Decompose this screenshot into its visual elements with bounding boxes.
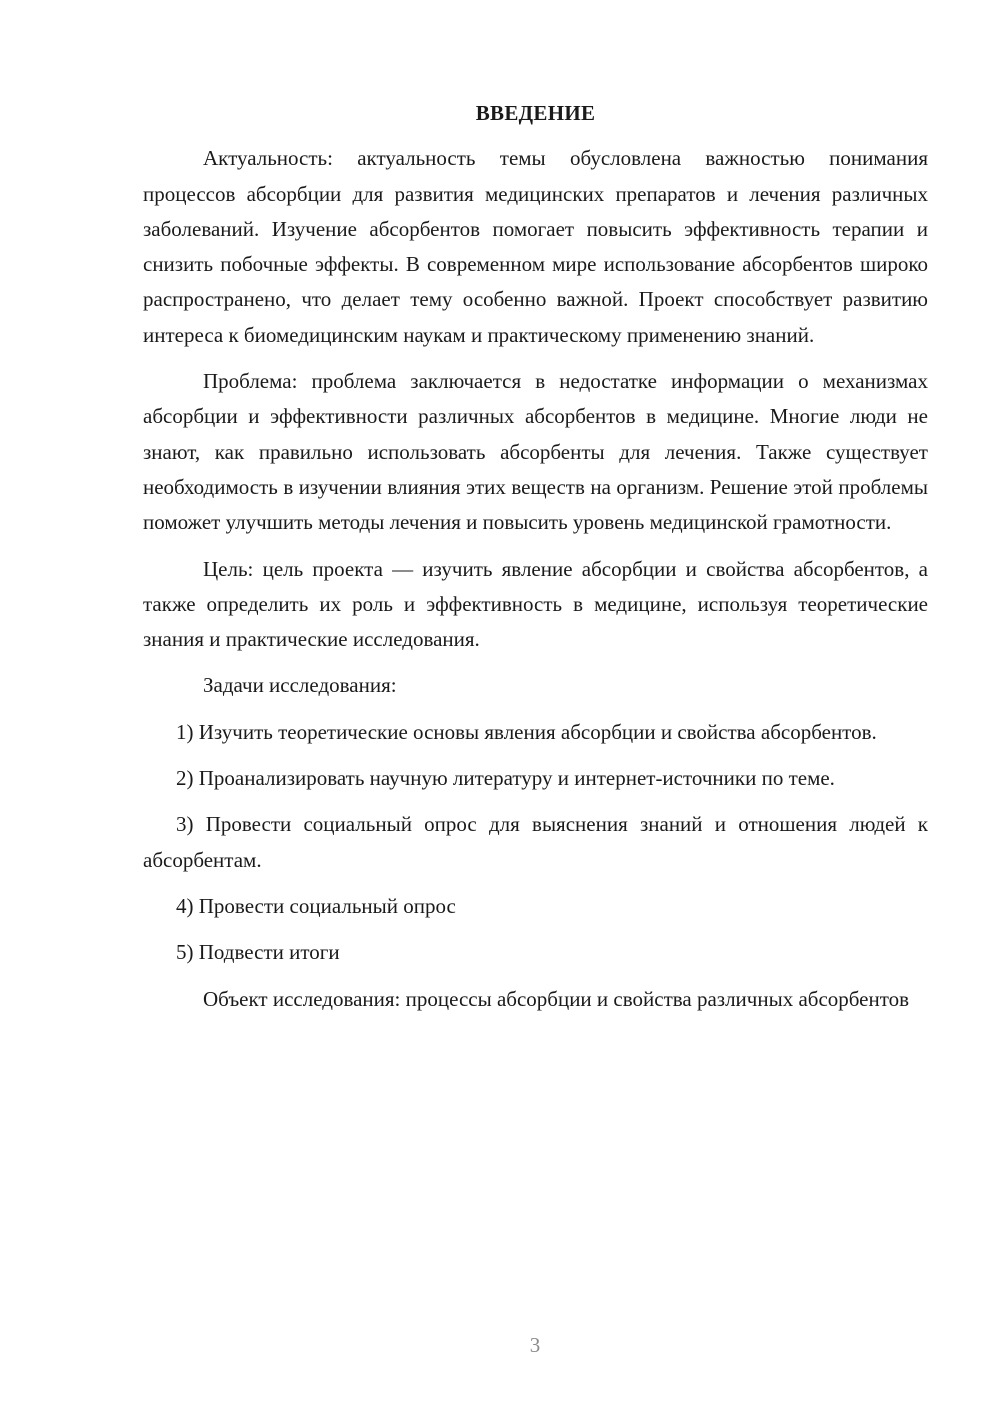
task-item-5: 5) Подвести итоги [176,940,340,965]
task-item-4: 4) Провести социальный опрос [176,893,456,918]
paragraph-goal: Цель: цель проекта — изучить явление абсорбции и свойства абсорбентов, а также определить их роль и эффективность в медицине, используя теоретические знания и практические исследования. [143,556,928,652]
tasks-heading: Задачи исследования: [203,673,397,698]
page-number: 3 [529,1333,541,1357]
task-item-1: 1) Изучить теоретические основы явления абсорбции и свойства абсорбентов. [176,719,877,744]
task-item-2: 2) Проанализировать научную литературу и интернет-источники по теме. [176,766,835,791]
paragraph-object: Объект исследования: процессы абсорбции и свойства различных абсорбентов [203,986,910,1011]
paragraph-problem: Проблема: проблема заключается в недостатке информации о механизмах абсорбции и эффективности различных абсорбентов в медицине. Многие люди не знают, как правильно использовать абсорбенты для лечения. Также существует необходимость в изучении влияния этих веществ на организм. Решение этой проблемы поможет улучшить методы лечения и повысить уровень медицинской грамотности. [143,369,928,535]
paragraph-relevance: Актуальность: актуальность темы обусловлена важностью понимания процессов абсорбции для развития медицинских препаратов и лечения различных заболеваний. Изучение абсорбентов помогает повысить эффективность терапии и снизить побочные эффекты. В современном мире использование абсорбентов широко распространено, что делает тему особенно важной. Проект способствует развитию интереса к биомедицинским наукам и практическому применению знаний. [143,146,928,347]
section-title: ВВЕДЕНИЕ [475,101,596,125]
document-page [143,96,928,1028]
task-item-3: 3) Провести социальный опрос для выяснения знаний и отношения людей к абсорбентам. [143,812,928,872]
